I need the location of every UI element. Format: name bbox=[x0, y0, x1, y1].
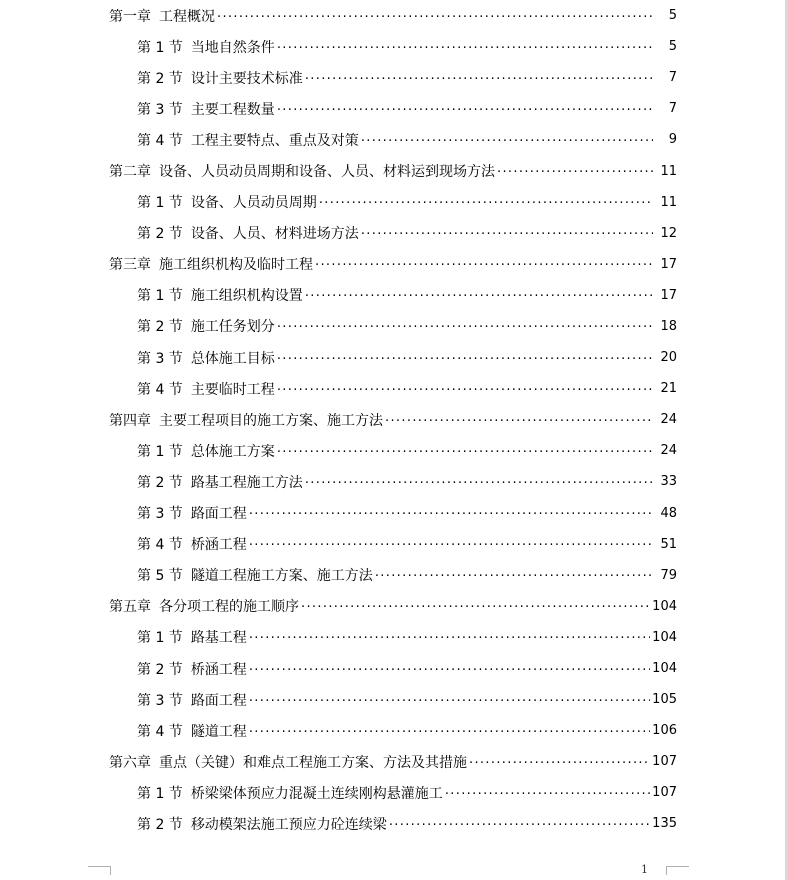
toc-entry[interactable] bbox=[109, 404, 677, 435]
entry-title bbox=[137, 690, 249, 710]
dot-leader bbox=[497, 163, 653, 179]
entry-text: 桥梁梁体预应力混凝土连续刚构悬灌施工 bbox=[190, 785, 443, 802]
entry-number: 第 1 节 bbox=[137, 630, 183, 647]
entry-number: 第三章 bbox=[109, 257, 151, 274]
toc-entry[interactable] bbox=[137, 31, 677, 62]
entry-title bbox=[137, 783, 445, 803]
dot-leader bbox=[315, 256, 653, 272]
dot-leader bbox=[361, 132, 653, 148]
entry-text: 总体施工方案 bbox=[190, 443, 275, 460]
entry-title bbox=[137, 503, 249, 523]
entry-page: 51 bbox=[660, 536, 677, 552]
entry-text: 施工组织机构及临时工程 bbox=[159, 257, 313, 274]
toc-entry[interactable] bbox=[137, 529, 677, 560]
entry-page: 7 bbox=[668, 101, 677, 117]
entry-text: 重点（关键）和难点工程施工方案、方法及其措施 bbox=[159, 754, 467, 771]
entry-text: 总体施工目标 bbox=[190, 350, 275, 367]
entry-title bbox=[137, 192, 319, 212]
entry-page: 33 bbox=[660, 474, 677, 490]
dot-leader bbox=[445, 785, 650, 801]
entry-title bbox=[109, 596, 301, 616]
entry-number: 第 2 节 bbox=[137, 816, 183, 833]
entry-text: 工程主要特点、重点及对策 bbox=[190, 132, 359, 149]
entry-title bbox=[137, 99, 277, 119]
dot-leader bbox=[249, 692, 650, 708]
entry-title bbox=[137, 37, 277, 57]
entry-number: 第 1 节 bbox=[137, 195, 183, 212]
toc-entry[interactable] bbox=[137, 435, 677, 466]
toc-entry[interactable] bbox=[137, 777, 677, 808]
toc-entry[interactable] bbox=[137, 498, 677, 529]
entry-number: 第 3 节 bbox=[137, 506, 183, 523]
entry-page: 12 bbox=[660, 225, 677, 241]
toc-entry[interactable] bbox=[137, 808, 677, 839]
entry-number: 第五章 bbox=[109, 599, 151, 616]
dot-leader bbox=[389, 816, 650, 832]
dot-leader bbox=[249, 723, 650, 739]
entry-number: 第 4 节 bbox=[137, 537, 183, 554]
entry-text: 主要工程数量 bbox=[190, 101, 275, 118]
entry-title bbox=[137, 223, 361, 243]
entry-text: 各分项工程的施工顺序 bbox=[159, 599, 299, 616]
entry-text: 设备、人员动员周期和设备、人员、材料运到现场方法 bbox=[159, 164, 495, 181]
entry-title bbox=[137, 627, 249, 647]
entry-text: 移动模架法施工预应力砼连续梁 bbox=[190, 816, 387, 833]
entry-title bbox=[137, 130, 361, 150]
toc-entry[interactable] bbox=[137, 466, 677, 497]
dot-leader bbox=[249, 536, 653, 552]
entry-page: 135 bbox=[652, 816, 677, 832]
entry-number: 第 1 节 bbox=[137, 443, 183, 460]
entry-number: 第 3 节 bbox=[137, 692, 183, 709]
dot-leader bbox=[277, 443, 653, 459]
table-of-contents bbox=[109, 0, 677, 840]
crop-mark-left bbox=[88, 866, 111, 875]
dot-leader bbox=[277, 350, 653, 366]
toc-entry[interactable] bbox=[137, 62, 677, 93]
entry-page: 107 bbox=[652, 785, 677, 801]
entry-title bbox=[137, 348, 277, 368]
entry-number: 第 4 节 bbox=[137, 723, 183, 740]
toc-entry[interactable] bbox=[137, 653, 677, 684]
entry-number: 第 2 节 bbox=[137, 226, 183, 243]
dot-leader bbox=[469, 754, 650, 770]
entry-text: 桥涵工程 bbox=[190, 661, 247, 678]
entry-text: 路基工程 bbox=[190, 630, 247, 647]
dot-leader bbox=[249, 661, 650, 677]
dot-leader bbox=[249, 629, 650, 645]
entry-text: 主要临时工程 bbox=[190, 381, 275, 398]
entry-text: 桥涵工程 bbox=[190, 537, 247, 554]
entry-text: 设备、人员、材料进场方法 bbox=[190, 226, 359, 243]
toc-entry[interactable] bbox=[109, 155, 677, 186]
entry-page: 5 bbox=[668, 39, 677, 55]
entry-number: 第六章 bbox=[109, 754, 151, 771]
toc-entry[interactable] bbox=[137, 280, 677, 311]
entry-title bbox=[109, 161, 497, 181]
entry-number: 第一章 bbox=[109, 8, 151, 25]
toc-entry[interactable] bbox=[109, 746, 677, 777]
dot-leader bbox=[277, 318, 653, 334]
entry-text: 施工任务划分 bbox=[190, 319, 275, 336]
entry-page: 20 bbox=[660, 350, 677, 366]
dot-leader bbox=[361, 225, 653, 241]
dot-leader bbox=[385, 412, 653, 428]
toc-entry[interactable] bbox=[137, 93, 677, 124]
entry-page: 18 bbox=[660, 318, 677, 334]
toc-entry[interactable] bbox=[137, 715, 677, 746]
entry-page: 7 bbox=[668, 70, 677, 86]
entry-number: 第 2 节 bbox=[137, 474, 183, 491]
toc-entry[interactable] bbox=[137, 684, 677, 715]
entry-title bbox=[109, 410, 385, 430]
dot-leader bbox=[249, 505, 653, 521]
entry-number: 第 1 节 bbox=[137, 288, 183, 305]
toc-entry[interactable] bbox=[137, 342, 677, 373]
entry-text: 路面工程 bbox=[190, 692, 247, 709]
entry-number: 第 1 节 bbox=[137, 785, 183, 802]
toc-entry[interactable] bbox=[109, 591, 677, 622]
entry-title bbox=[137, 659, 249, 679]
toc-entry[interactable] bbox=[109, 249, 677, 280]
entry-text: 隧道工程 bbox=[190, 723, 247, 740]
entry-page: 5 bbox=[668, 8, 677, 24]
dot-leader bbox=[301, 598, 650, 614]
entry-text: 设备、人员动员周期 bbox=[190, 195, 317, 212]
entry-number: 第 5 节 bbox=[137, 568, 183, 585]
entry-page: 21 bbox=[660, 381, 677, 397]
entry-title bbox=[137, 68, 305, 88]
dot-leader bbox=[305, 287, 653, 303]
toc-entry[interactable] bbox=[137, 622, 677, 653]
toc-entry[interactable] bbox=[137, 311, 677, 342]
entry-page: 104 bbox=[652, 629, 677, 645]
entry-title bbox=[109, 254, 315, 274]
entry-number: 第 4 节 bbox=[137, 132, 183, 149]
entry-page: 11 bbox=[660, 163, 677, 179]
dot-leader bbox=[305, 70, 653, 86]
entry-text: 路基工程施工方法 bbox=[190, 474, 303, 491]
entry-page: 24 bbox=[660, 443, 677, 459]
entry-number: 第 3 节 bbox=[137, 350, 183, 367]
entry-number: 第 3 节 bbox=[137, 101, 183, 118]
dot-leader bbox=[305, 474, 653, 490]
dot-leader bbox=[375, 567, 653, 583]
entry-page: 11 bbox=[660, 194, 677, 210]
entry-page: 104 bbox=[652, 661, 677, 677]
entry-text: 主要工程项目的施工方案、施工方法 bbox=[159, 412, 383, 429]
footer-page-number: 1 bbox=[641, 863, 648, 876]
entry-number: 第 4 节 bbox=[137, 381, 183, 398]
entry-number: 第 2 节 bbox=[137, 661, 183, 678]
crop-mark-right bbox=[666, 866, 689, 875]
entry-title bbox=[137, 285, 305, 305]
entry-text: 施工组织机构设置 bbox=[190, 288, 303, 305]
entry-number: 第 2 节 bbox=[137, 319, 183, 336]
entry-page: 17 bbox=[660, 256, 677, 272]
entry-number: 第四章 bbox=[109, 412, 151, 429]
dot-leader bbox=[277, 381, 653, 397]
entry-number: 第 1 节 bbox=[137, 39, 183, 56]
entry-title bbox=[137, 441, 277, 461]
dot-leader bbox=[319, 194, 653, 210]
entry-text: 工程概况 bbox=[159, 8, 215, 25]
entry-text: 路面工程 bbox=[190, 506, 247, 523]
entry-title bbox=[137, 316, 277, 336]
dot-leader bbox=[217, 8, 653, 24]
entry-text: 当地自然条件 bbox=[190, 39, 275, 56]
dot-leader bbox=[277, 39, 653, 55]
entry-title bbox=[109, 752, 469, 772]
entry-page: 105 bbox=[652, 692, 677, 708]
dot-leader bbox=[277, 101, 653, 117]
toc-entry[interactable] bbox=[137, 373, 677, 404]
entry-page: 107 bbox=[652, 754, 677, 770]
toc-entry[interactable] bbox=[137, 124, 677, 155]
toc-entry[interactable] bbox=[109, 0, 677, 31]
toc-entry[interactable] bbox=[137, 187, 677, 218]
entry-page: 17 bbox=[660, 287, 677, 303]
entry-page: 106 bbox=[652, 723, 677, 739]
entry-page: 24 bbox=[660, 412, 677, 428]
entry-title bbox=[137, 379, 277, 399]
entry-number: 第 2 节 bbox=[137, 70, 183, 87]
entry-page: 48 bbox=[660, 505, 677, 521]
entry-title bbox=[137, 534, 249, 554]
entry-title bbox=[137, 721, 249, 741]
entry-number: 第二章 bbox=[109, 164, 151, 181]
entry-page: 104 bbox=[652, 598, 677, 614]
toc-entry[interactable] bbox=[137, 218, 677, 249]
entry-title bbox=[137, 814, 389, 834]
toc-entry[interactable] bbox=[137, 560, 677, 591]
entry-title bbox=[109, 6, 217, 26]
entry-page: 79 bbox=[660, 567, 677, 583]
entry-title bbox=[137, 472, 305, 492]
entry-title bbox=[137, 565, 375, 585]
entry-page: 9 bbox=[668, 132, 677, 148]
entry-text: 隧道工程施工方案、施工方法 bbox=[190, 568, 373, 585]
entry-text: 设计主要技术标准 bbox=[190, 70, 303, 87]
